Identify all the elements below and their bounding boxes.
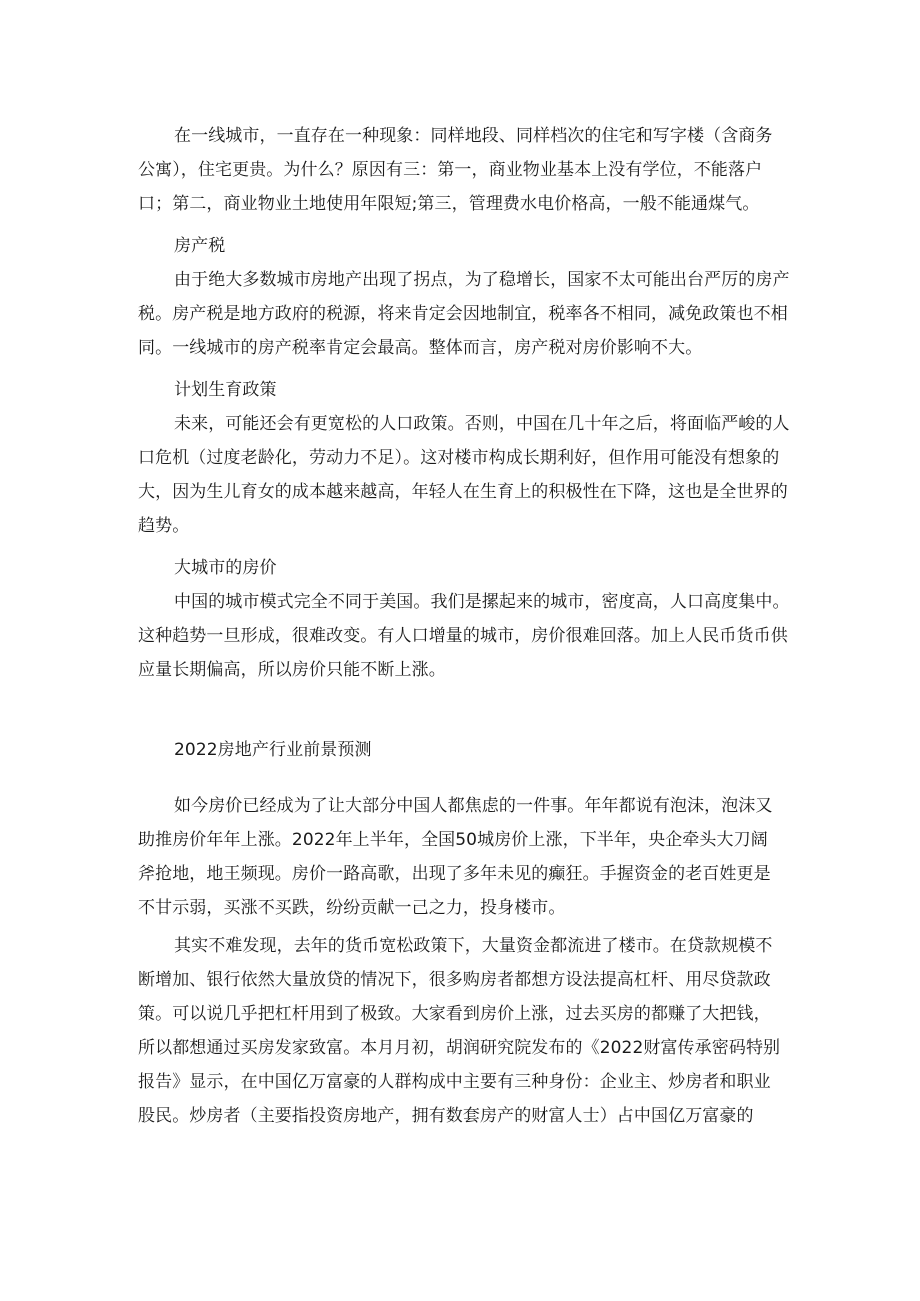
paragraph-line: 报告》显示，在中国亿万富豪的人群构成中主要有三种身份：企业主、炒房者和职业: [138, 1072, 771, 1092]
paragraph-line: 斧抢地，地王频现。房价一路高歌，出现了多年未见的癫狂。手握资金的老百姓更是: [138, 864, 771, 884]
paragraph-line: 在一线城市，一直存在一种现象：同样地段、同样档次的住宅和写字楼（含商务: [174, 126, 773, 146]
paragraph-line: 断增加、银行依然大量放贷的情况下，很多购房者都想方设法提高杠杆、用尽贷款政: [138, 970, 771, 990]
paragraph-line: 策。可以说几乎把杠杆用到了极致。大家看到房价上涨，过去买房的都赚了大把钱，: [138, 1004, 771, 1024]
section-heading-property-tax: 房产税: [174, 236, 226, 256]
paragraph-line: 如今房价已经成为了让大部分中国人都焦虑的一件事。年年都说有泡沫，泡沫又: [174, 796, 773, 816]
paragraph-line: 助推房价年年上涨。2022年上半年，全国50城房价上涨，下半年，央企牵头大刀阔: [138, 830, 768, 850]
paragraph-line: 趋势。: [138, 516, 190, 536]
paragraph-line: 税。房产税是地方政府的税源，将来肯定会因地制宜，税率各不相同，减免政策也不相: [138, 304, 788, 324]
paragraph-line: 应量长期偏高，所以房价只能不断上涨。: [138, 660, 446, 680]
paragraph-line: 口；第二，商业物业土地使用年限短;第三，管理费水电价格高，一般不能通煤气。: [138, 194, 760, 214]
paragraph-line: 其实不难发现，去年的货币宽松政策下，大量资金都流进了楼市。在贷款规模不: [174, 936, 773, 956]
paragraph-line: 未来，可能还会有更宽松的人口政策。否则，中国在几十年之后，将面临严峻的人: [174, 414, 790, 434]
section-heading-big-city: 大城市的房价: [174, 558, 277, 578]
paragraph-line: 不甘示弱，买涨不买跌，纷纷贡献一己之力，投身楼市。: [138, 898, 566, 918]
section-heading-forecast: 2022房地产行业前景预测: [174, 740, 372, 760]
paragraph-line: 同。一线城市的房产税率肯定会最高。整体而言，房产税对房价影响不大。: [138, 338, 703, 358]
paragraph-line: 中国的城市模式完全不同于美国。我们是摞起来的城市，密度高，人口高度集中。: [174, 592, 790, 612]
paragraph-line: 所以都想通过买房发家致富。本月月初，胡润研究院发布的《2022财富传承密码特别: [138, 1038, 781, 1058]
paragraph-line: 由于绝大多数城市房地产出现了拐点，为了稳增长，国家不太可能出台严厉的房产: [174, 270, 790, 290]
section-heading-family-planning: 计划生育政策: [174, 380, 277, 400]
paragraph-line: 大，因为生儿育女的成本越来越高，年轻人在生育上的积极性在下降，这也是全世界的: [138, 482, 788, 502]
paragraph-line: 口危机（过度老龄化，劳动力不足）。这对楼市构成长期利好，但作用可能没有想象的: [138, 448, 780, 468]
paragraph-line: 公寓），住宅更贵。为什么？原因有三：第一，商业物业基本上没有学位，不能落户: [138, 160, 763, 180]
paragraph-line: 这种趋势一旦形成，很难改变。有人口增量的城市，房价很难回落。加上人民币货币供: [138, 626, 788, 646]
paragraph-line: 股民。炒房者（主要指投资房地产，拥有数套房产的财富人士）占中国亿万富豪的: [138, 1106, 754, 1126]
